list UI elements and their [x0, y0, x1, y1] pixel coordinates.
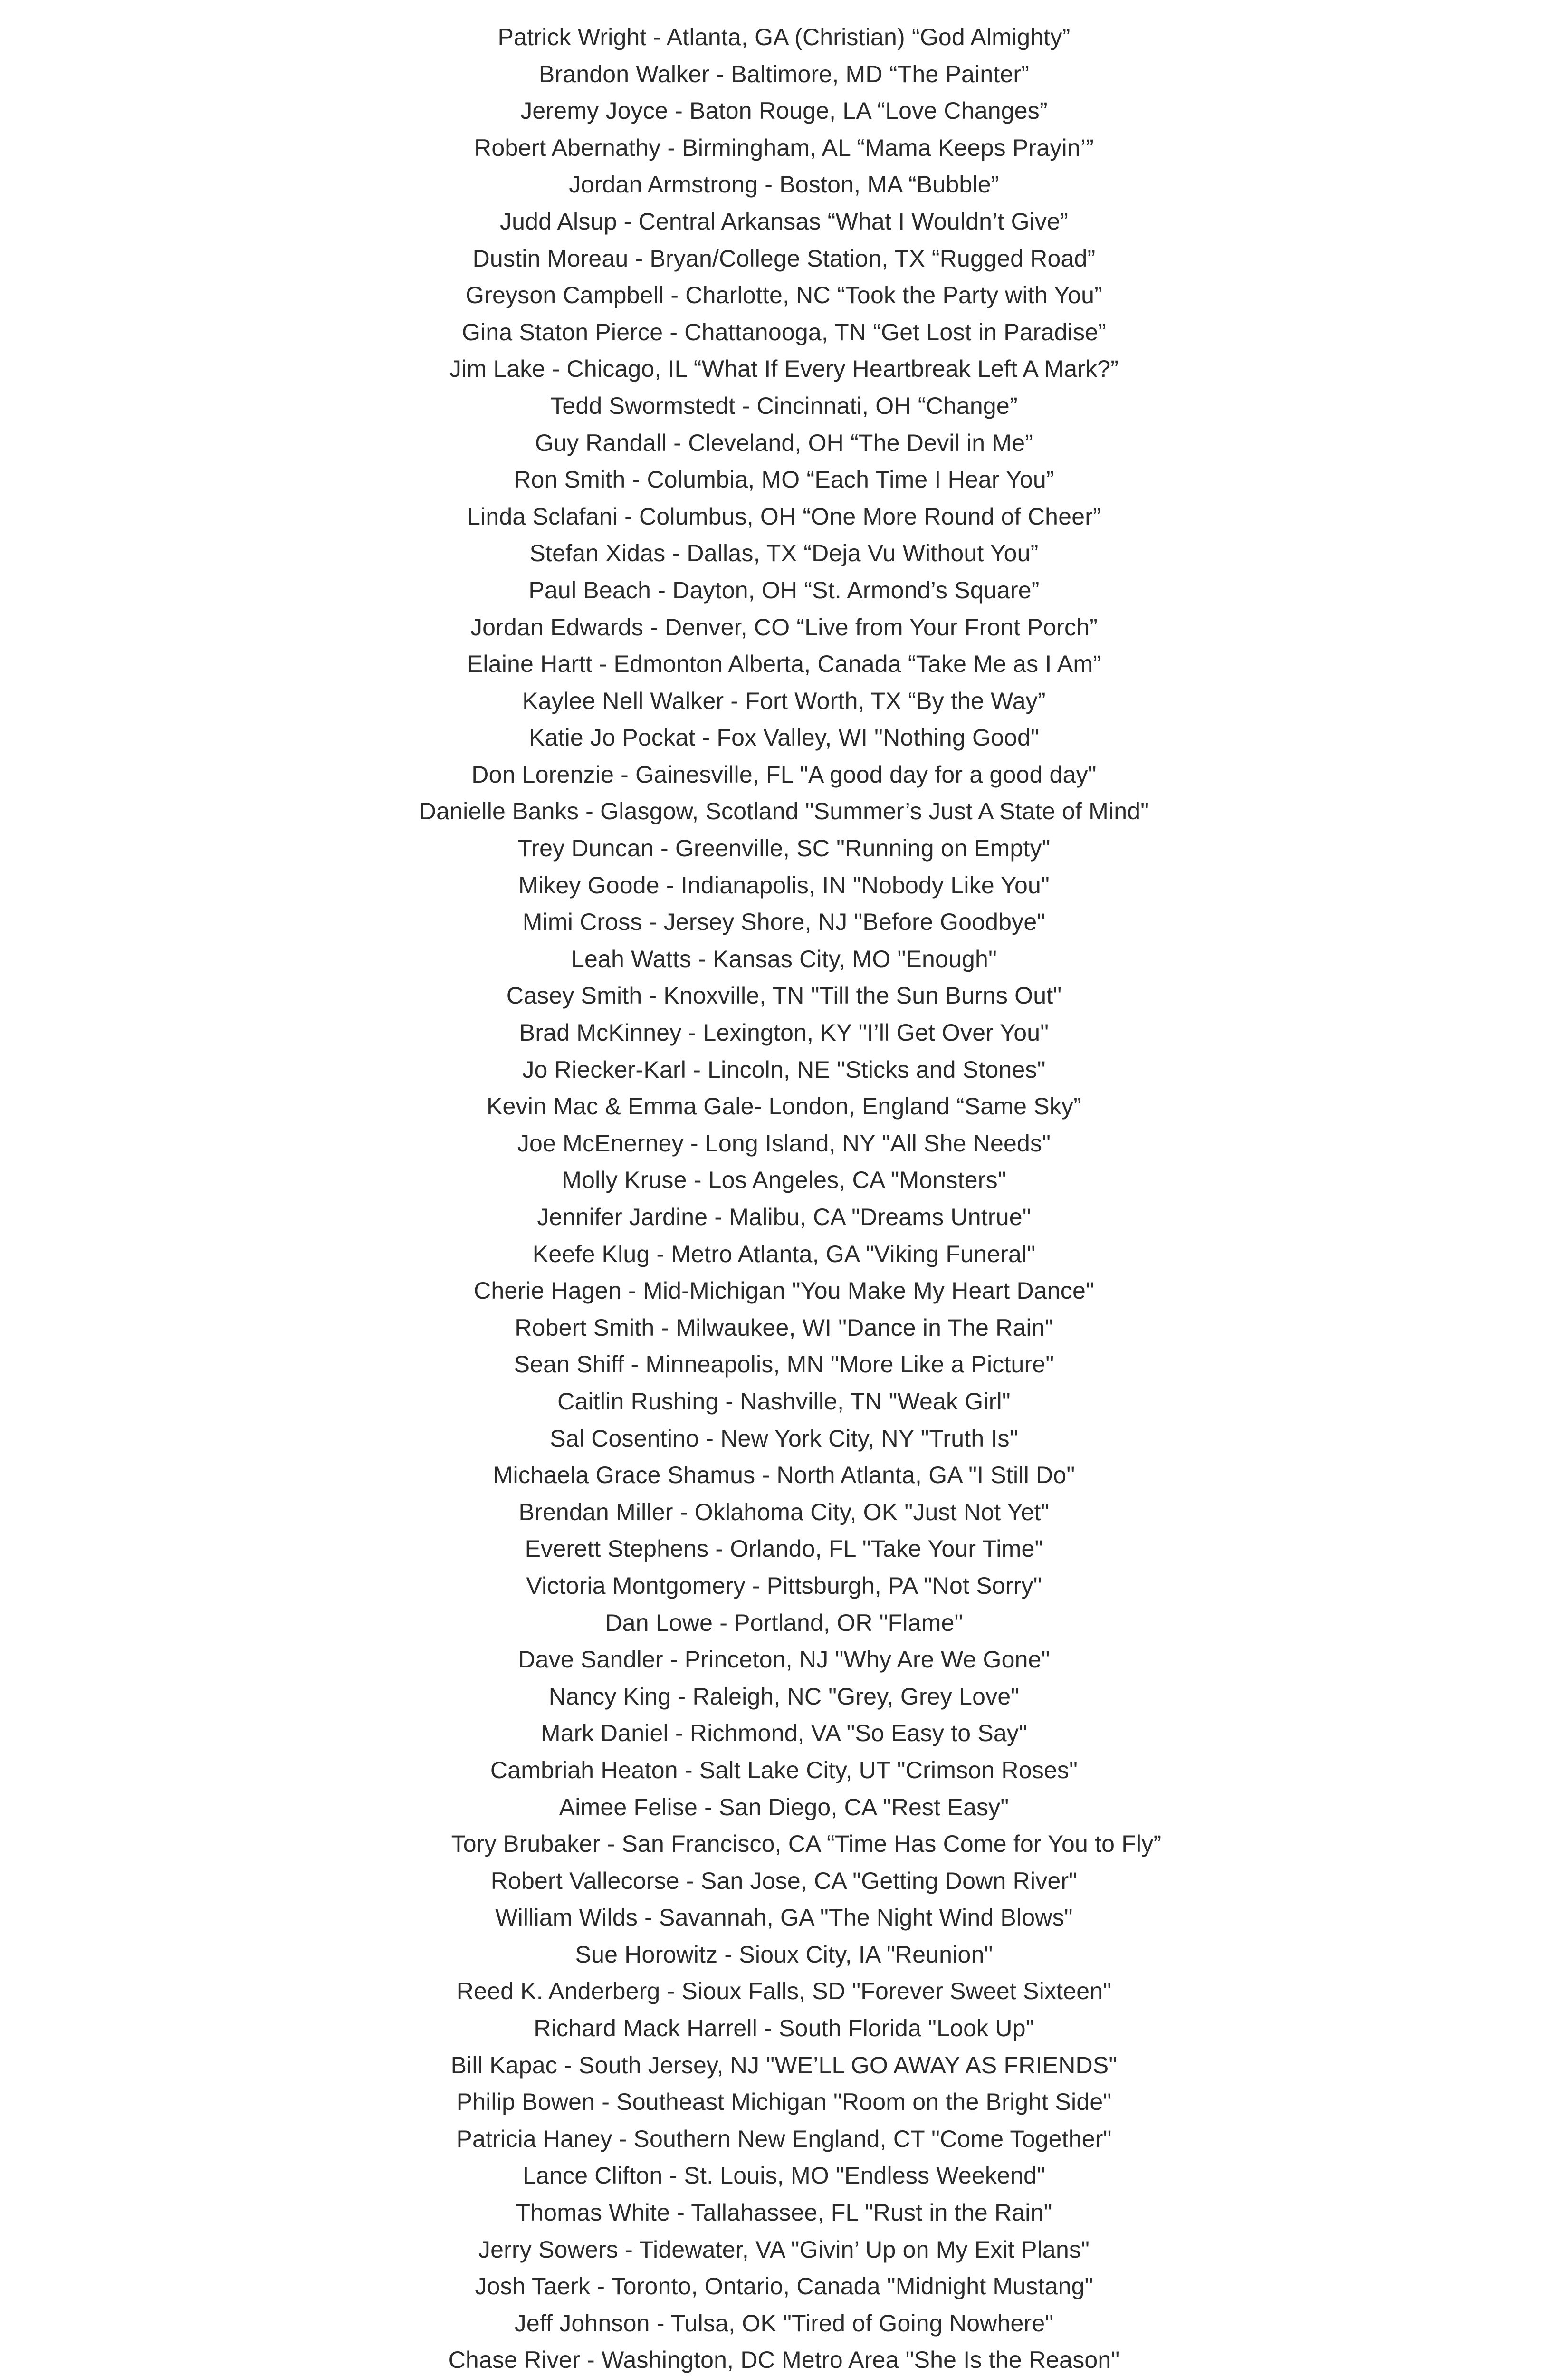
- list-item: Casey Smith - Knoxville, TN "Till the Sun Burns Out": [506, 982, 1062, 1009]
- list-item: Joe McEnerney - Long Island, NY "All She Needs": [517, 1130, 1051, 1157]
- list-item: Josh Taerk - Toronto, Ontario, Canada "Midnight Mustang": [475, 2273, 1093, 2300]
- list-item: Danielle Banks - Glasgow, Scotland "Summer’s Just A State of Mind": [419, 798, 1149, 825]
- list-item: Brendan Miller - Oklahoma City, OK "Just Not Yet": [518, 1498, 1050, 1525]
- list-item: Katie Jo Pockat - Fox Valley, WI "Nothing Good": [528, 724, 1040, 751]
- list-item: Victoria Montgomery - Pittsburgh, PA "Not Sorry": [526, 1572, 1042, 1599]
- list-item: Sue Horowitz - Sioux City, IA "Reunion": [575, 1941, 993, 1968]
- list-item: Jordan Armstrong - Boston, MA “Bubble”: [569, 171, 999, 198]
- list-item: Patrick Wright - Atlanta, GA (Christian) “God Almighty”: [497, 24, 1071, 50]
- list-item: Tedd Swormstedt - Cincinnati, OH “Change”: [550, 392, 1018, 419]
- list-item: Cherie Hagen - Mid-Michigan "You Make My Heart Dance": [474, 1277, 1094, 1304]
- list-item: Gina Staton Pierce - Chattanooga, TN “Get Lost in Paradise”: [461, 318, 1106, 345]
- list-item: Jeff Johnson - Tulsa, OK "Tired of Going Nowhere": [514, 2309, 1054, 2337]
- list-item: Brad McKinney - Lexington, KY "I’ll Get Over You": [519, 1019, 1049, 1046]
- list-item: Ron Smith - Columbia, MO “Each Time I Hear You”: [514, 466, 1054, 493]
- list-item: Sean Shiff - Minneapolis, MN "More Like a Picture": [514, 1351, 1054, 1378]
- list-item: Elaine Hartt - Edmonton Alberta, Canada “Take Me as I Am”: [467, 651, 1101, 678]
- list-item: Molly Kruse - Los Angeles, CA "Monsters": [562, 1167, 1006, 1194]
- list-item: Jerry Sowers - Tidewater, VA "Givin’ Up on My Exit Plans": [478, 2236, 1090, 2263]
- list-item: Robert Abernathy - Birmingham, AL “Mama Keeps Prayin’”: [474, 134, 1094, 161]
- list-item: Greyson Campbell - Charlotte, NC “Took the Party with You”: [466, 282, 1102, 309]
- list-item: Patricia Haney - Southern New England, CT "Come Together": [456, 2125, 1112, 2152]
- list-item: Nancy King - Raleigh, NC "Grey, Grey Love": [548, 1683, 1020, 1710]
- list-item: Lance Clifton - St. Louis, MO "Endless Weekend": [522, 2162, 1046, 2189]
- list-item: Trey Duncan - Greenville, SC "Running on Empty": [517, 835, 1051, 862]
- list-item: Sal Cosentino - New York City, NY "Truth Is": [550, 1425, 1018, 1452]
- list-item: Dustin Moreau - Bryan/College Station, TX “Rugged Road”: [472, 245, 1096, 272]
- list-item: Linda Sclafani - Columbus, OH “One More Round of Cheer”: [467, 503, 1101, 530]
- list-item: Leah Watts - Kansas City, MO "Enough": [571, 945, 997, 972]
- list-item: Philip Bowen - Southeast Michigan "Room on the Bright Side": [456, 2089, 1112, 2116]
- list-item: Jo Riecker-Karl - Lincoln, NE "Sticks and Stones": [522, 1056, 1046, 1083]
- list-item: Jennifer Jardine - Malibu, CA "Dreams Untrue": [537, 1204, 1031, 1230]
- list-item: Mimi Cross - Jersey Shore, NJ "Before Goodbye": [522, 909, 1046, 936]
- list-item: Richard Mack Harrell - South Florida "Look Up": [534, 2015, 1034, 2042]
- list-item: Aimee Felise - San Diego, CA "Rest Easy": [559, 1793, 1009, 1820]
- list-item: Kaylee Nell Walker - Fort Worth, TX “By the Way”: [522, 687, 1046, 714]
- list-item: Reed K. Anderberg - Sioux Falls, SD "Forever Sweet Sixteen": [456, 1978, 1112, 2005]
- list-item: Guy Randall - Cleveland, OH “The Devil in Me”: [535, 429, 1033, 456]
- list-item: Michaela Grace Shamus - North Atlanta, GA "I Still Do": [493, 1462, 1075, 1489]
- list-item: Jordan Edwards - Denver, CO “Live from Your Front Porch”: [470, 613, 1098, 641]
- list-item: Jeremy Joyce - Baton Rouge, LA “Love Changes”: [520, 97, 1048, 125]
- list-item: Judd Alsup - Central Arkansas “What I Wouldn’t Give”: [499, 208, 1069, 235]
- list-item: Tory Brubaker - San Francisco, CA “Time Has Come for You to Fly”: [451, 1830, 1162, 1858]
- list-item: William Wilds - Savannah, GA "The Night Wind Blows": [495, 1904, 1073, 1931]
- list-item: Jim Lake - Chicago, IL “What If Every Heartbreak Left A Mark?”: [449, 355, 1119, 383]
- list-item: Chase River - Washington, DC Metro Area "She Is the Reason": [448, 2347, 1120, 2374]
- list-item: Don Lorenzie - Gainesville, FL "A good day for a good day": [471, 761, 1097, 788]
- list-item: Mikey Goode - Indianapolis, IN "Nobody Like You": [518, 872, 1050, 899]
- list-item: Cambriah Heaton - Salt Lake City, UT "Crimson Roses": [490, 1756, 1078, 1783]
- entry-list: [0, 19, 1568, 2376]
- list-item: Paul Beach - Dayton, OH “St. Armond’s Square”: [528, 576, 1040, 604]
- list-item: Mark Daniel - Richmond, VA "So Easy to Say": [540, 1720, 1028, 1747]
- list-item: Kevin Mac & Emma Gale- London, England “Same Sky”: [486, 1093, 1082, 1120]
- list-item: Dan Lowe - Portland, OR "Flame": [605, 1609, 963, 1636]
- list-item: Robert Vallecorse - San Jose, CA "Getting Down River": [490, 1867, 1078, 1894]
- list-item: Robert Smith - Milwaukee, WI "Dance in The Rain": [515, 1314, 1053, 1341]
- list-item: Dave Sandler - Princeton, NJ "Why Are We Gone": [518, 1646, 1050, 1673]
- list-item: Brandon Walker - Baltimore, MD “The Painter”: [538, 60, 1030, 87]
- list-item: Keefe Klug - Metro Atlanta, GA "Viking Funeral": [532, 1240, 1036, 1267]
- list-item: Bill Kapac - South Jersey, NJ "WE’LL GO AWAY AS FRIENDS": [450, 2051, 1118, 2079]
- list-item: Everett Stephens - Orlando, FL "Take Your Time": [525, 1535, 1043, 1562]
- list-item: Stefan Xidas - Dallas, TX “Deja Vu Without You”: [529, 540, 1039, 567]
- list-item: Caitlin Rushing - Nashville, TN "Weak Girl": [557, 1388, 1011, 1415]
- list-item: Thomas White - Tallahassee, FL "Rust in the Rain": [516, 2199, 1052, 2226]
